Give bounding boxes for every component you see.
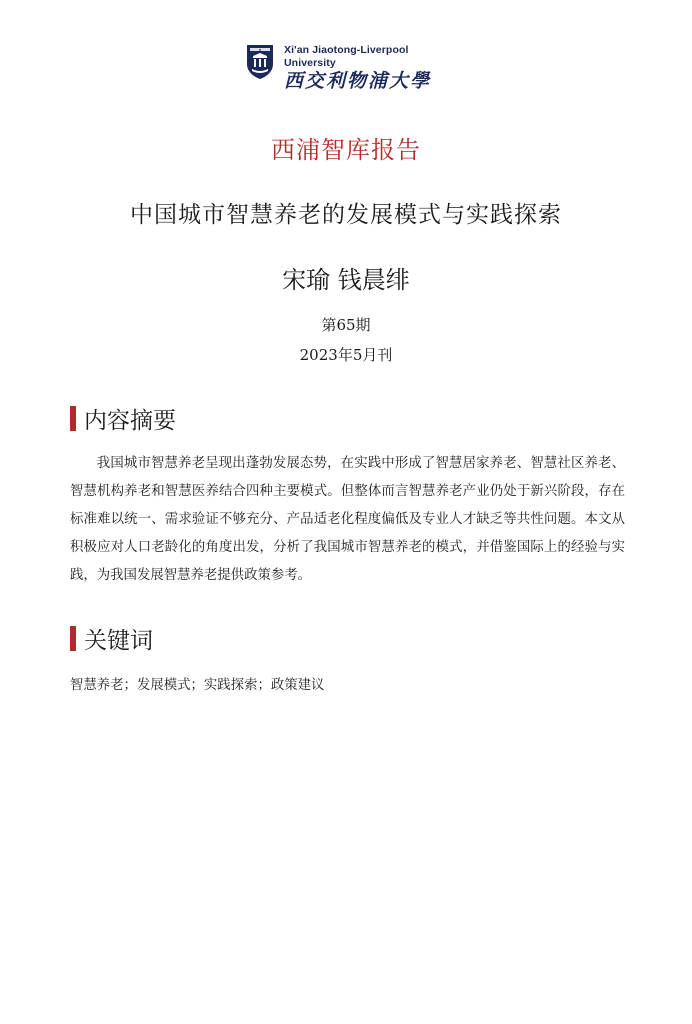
keywords-heading-label: 关键词 (84, 628, 153, 654)
abstract-heading-label: 内容摘要 (84, 408, 176, 434)
section-marker (70, 406, 76, 431)
keywords-body: 智慧养老；发展模式；实践探索；政策建议 (70, 678, 325, 693)
section-marker (70, 626, 76, 651)
abstract-body: 我国城市智慧养老呈现出蓬勃发展态势，在实践中形成了智慧居家养老、智慧社区养老、智慧机构养老和智慧医养结合四种主要模式。但整体而言智慧养老产业仍处于新兴阶段，存在标准难以统一、需求验证不够充分、产品适老化程度偏低及专业人才缺乏等共性问题。本文从积极应对人口老龄化的角度出发，分析了我国城市智慧养老的模式，并借鉴国际上的经验与实践，为我国发展智慧养老提供政策参考。 (70, 456, 625, 583)
authors: 宋瑜 钱晨绯 (282, 266, 410, 294)
logo-english-name: Xi'an Jiaotong-Liverpool University (284, 44, 409, 69)
logo-chinese-name: 西交利物浦大學 (284, 70, 432, 92)
publication-date: 2023年5月刊 (299, 346, 393, 364)
university-logo (246, 44, 456, 92)
university-crest-icon (246, 44, 274, 80)
series-title: 西浦智库报告 (271, 136, 421, 164)
report-title: 中国城市智慧养老的发展模式与实践探索 (130, 202, 562, 228)
abstract-heading (70, 402, 176, 435)
keywords-heading (70, 622, 153, 655)
issue-number: 第65期 (321, 316, 371, 334)
